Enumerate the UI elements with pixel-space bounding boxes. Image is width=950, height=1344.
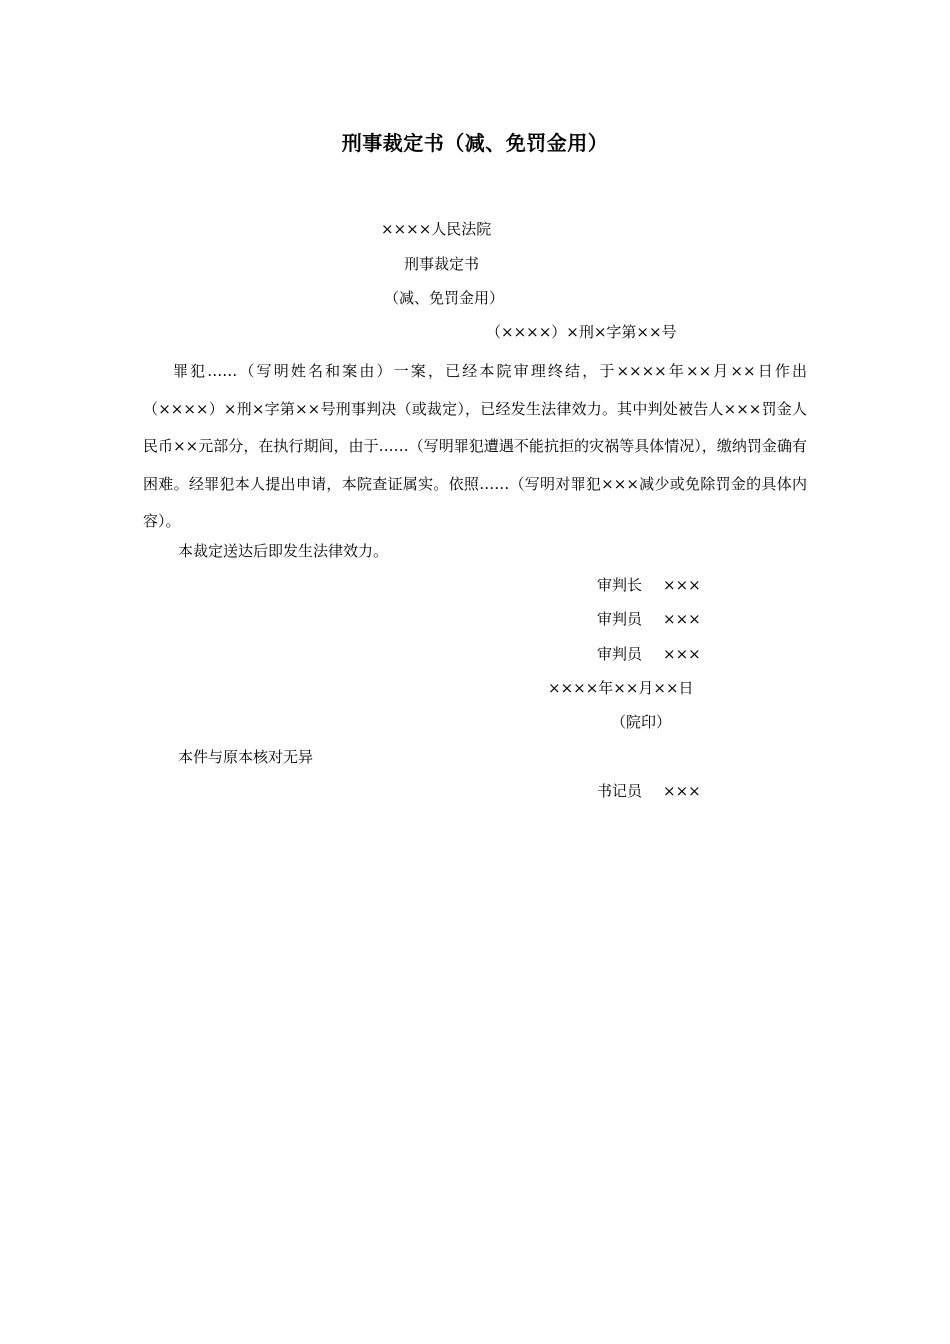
document-title: 刑事裁定书（减、免罚金用） bbox=[341, 131, 609, 155]
signature-clerk bbox=[597, 781, 701, 801]
signature-name: ××× bbox=[663, 782, 701, 800]
effect-statement: 本裁定送达后即发生法律效力。 bbox=[178, 542, 389, 560]
signature-judge-2 bbox=[597, 644, 701, 664]
signature-role: 审判长 bbox=[597, 576, 643, 594]
signature-name: ××× bbox=[663, 576, 701, 594]
signature-role: 审判员 bbox=[597, 610, 643, 628]
signature-role: 审判员 bbox=[597, 645, 643, 663]
body-paragraph: 罪犯……（写明姓名和案由）一案，已经本院审理终结，于××××年××月××日作出（××××）×刑×字第××号刑事判决（或裁定），已经发生法律效力。其中判处被告人×××罚金人民币××元部分，在执行期间，由于……（写明罪犯遭遇不能抗拒的灾祸等具体情况），缴纳罚金确有困难。经罪犯本人提出申请，本院查证属实。依照……（写明对罪犯×××减少或免除罚金的具体内容）。 bbox=[143, 362, 807, 531]
court-name: ××××人民法院 bbox=[381, 220, 492, 238]
signature-name: ××× bbox=[663, 645, 701, 663]
signature-judge-1 bbox=[597, 609, 701, 629]
case-number: （××××）×刑×字第××号 bbox=[486, 323, 677, 341]
document-subtype: （减、免罚金用） bbox=[384, 289, 505, 307]
signature-role: 书记员 bbox=[597, 782, 643, 800]
ruling-date: ××××年××月××日 bbox=[548, 679, 694, 697]
signature-name: ××× bbox=[663, 610, 701, 628]
court-seal: （院印） bbox=[611, 713, 672, 731]
document-type: 刑事裁定书 bbox=[404, 255, 480, 273]
signature-presiding-judge bbox=[597, 575, 701, 595]
verification-note: 本件与原本核对无异 bbox=[178, 748, 314, 766]
